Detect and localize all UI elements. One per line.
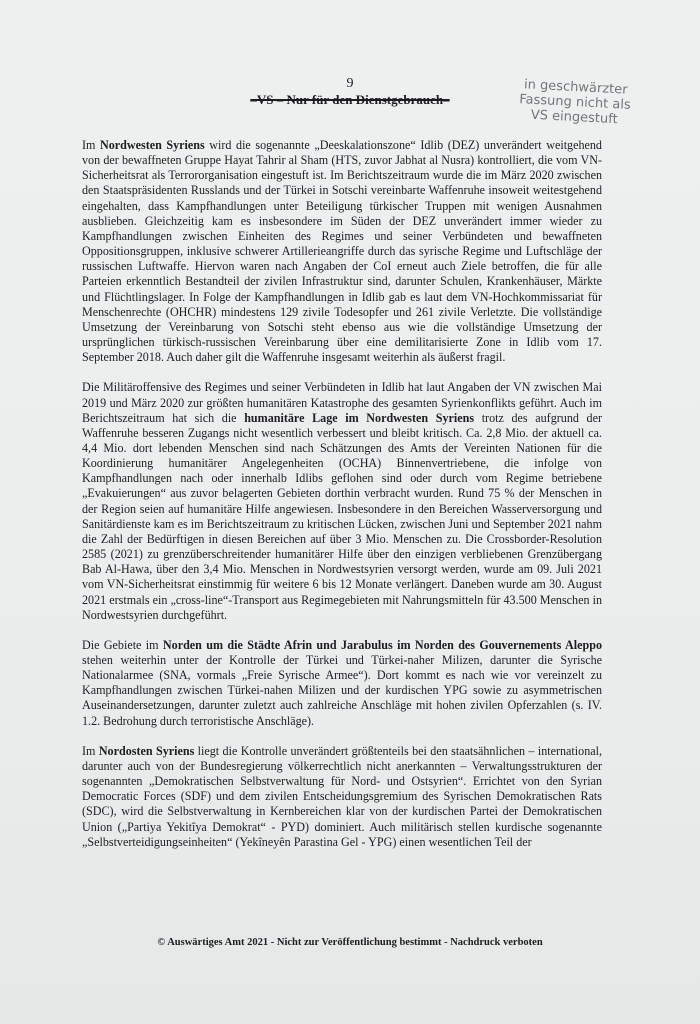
- text-run: Im: [82, 138, 101, 152]
- paragraph-north-aleppo: [82, 638, 602, 729]
- declassification-stamp: [499, 76, 651, 129]
- text-run: wird die sogenannte „Deeskalationszone“ Idlib (DEZ) unverändert weitgehend von der bewaffneten Gruppe Hayat Tahrir al Sham (HTS, zuvor Jabhat al Nusra) kontrolliert, die vom VN-Sicherheitsrat als Terrororganisation eingestuft ist. Im Berichtszeitraum wurde die im März 2020 zwischen den Staatspräsidenten Russlands und der Türkei in Sotschi vereinbarte Waffenruhe insoweit weitestgehend eingehalten, dass Kampfhandlungen unter Beteiligung türkischer Truppen mit wenigen Ausnahmen ausblieben. Gleichzeitig kam es insbesondere im Süden der DEZ unverändert immer wieder zu Kampfhandlungen zwischen Einheiten des Regimes und seiner Verbündeten und bewaffneten Oppositionsgruppen, inklusive schwerer Artillerieangriffe durch das syrische Regime und Luftschläge der russischen Luftwaffe. Hiervon waren nach Angaben der CoI erneut auch Ziele betroffen, die für alle Parteien erkenntlich Bestandteil der zivilen Infrastruktur sind, darunter Schulen, Krankenhäuser, Märkte und Flüchtlingslager. In Folge der Kampfhandlungen in Idlib gab es laut dem VN-Hochkommissariat für Menschenrechte (OHCHR) mindestens 129 zivile Todesopfer und 261 zivile Verletzte. Die vollständige Umsetzung der Vereinbarung von Sotschi steht ebenso aus wie die vollständige Umsetzung der ursprünglichen türkisch-russischen Vereinbarung über eine demilitarisierte Zone in Idlib vom 17. September 2018. Auch daher gilt die Waffenruhe insgesamt weiterhin als äußerst fragil.: [82, 138, 602, 365]
- bold-phrase: Norden um die Städte Afrin und Jarabulus im Norden des Gouvernements Aleppo: [162, 637, 602, 652]
- bold-phrase: Nordwesten Syriens: [100, 138, 205, 152]
- page-number: 9: [346, 76, 354, 91]
- text-run: liegt die Kontrolle unverändert größtenteils bei den staatsähnlichen – international, darunter auch von der Bundesregierung völkerrechtlich nicht anerkannten – Verwaltungsstrukturen der sogenannten „Demokratischen Selbstverwaltung für Nord- und Ostsyrien“. Errichtet von den Syrian Democratic Forces (SDF) und dem zivilen Entscheidungsgremium des Syrischen Demokratischen Rats (SDC), wird die Selbstverwaltung in Kernbereichen klar von der kurdischen Partei der Demokratischen Union („Partiya Yekitîya Demokrat“ - PYD) dominiert. Auch militärisch stellen kurdische sogenannte „Selbstverteidigungseinheiten“ (Yekîneyên Parastina Gel - YPG) einen wesentlichen Teil der: [82, 743, 602, 849]
- text-run: trotz des aufgrund der Waffenruhe besseren Zugangs nicht wesentlich verbessert und bleibt kritisch. Ca. 2,8 Mio. der aktuell ca. 4,4 Mio. dort lebenden Menschen sind nach Schätzungen des Amts der Vereinten Nationen für die Koordinierung humanitärer Angelegenheiten (OCHA) Binnenvertriebene, die infolge von Kampfhandlungen nach oder innerhalb Idlibs geflohen sind oder durch vom Regime betriebene „Evakuierungen“ aus zuvor belagerten Gebieten dorthin verbracht wurden. Rund 75 % der Menschen in der Region seien auf humanitäre Hilfe angewiesen. Insbesondere in den Bereichen Wasserversorgung und Sanitärdienste kam es im Berichtszeitraum zu kritischen Lücken, zwischen Juni und September 2021 nahm die Zahl der Bedürftigen in diesen Bereichen auf über 3 Mio. Menschen zu. Die Crossborder-Resolution 2585 (2021) zu grenzüberschreitender humanitärer Hilfe über den einzigen verbliebenen Grenzübergang Bab Al-Hawa, über den 3,4 Mio. Menschen in Nordwestsyrien versorgt werden, wurde am 09. Juli 2021 vom VN-Sicherheitsrat einstimmig für weitere 6 bis 12 Monate verlängert. Daneben wurde am 30. August 2021 erstmals ein „cross-line“-Transport aus Regimegebieten mit Nahrungsmitteln für 43.500 Menschen in Nordwestsyrien durchgeführt.: [82, 410, 602, 622]
- stamp-line: VS eingestuft: [530, 107, 619, 128]
- text-run: stehen weiterhin unter der Kontrolle der Türkei und Türkei-naher Milizen, darunter die Syrische Nationalarmee (SNA, vormals „Freie Syrische Armee“). Dort kommt es nach wie vor vereinzelt zu Kampfhandlungen zwischen Türkei-nahen Milizen und der kurdischen YPG sowie zu asymmetrischen Auseinandersetzungen, darunter zuletzt auch zahlreiche Anschläge mit hohen zivilen Opferzahlen (s. IV. 1.2. Bedrohung durch terroristische Anschläge).: [82, 653, 602, 728]
- text-run: Im: [82, 743, 99, 758]
- stamp-line: Fassung nicht als: [518, 92, 632, 113]
- copyright-footer: © Auswärtiges Amt 2021 - Nicht zur Veröffentlichung bestimmt - Nachdruck verboten: [157, 937, 543, 948]
- text-run: Die Militäroffensive des Regimes und seiner Verbündeten in Idlib hat laut Angaben der VN zwischen Mai 2019 und März 2020 zur größten humanitären Katastrophe des gesamten Syrienkonflikts geführt. Auch im Berichtszeitraum hat sich die: [82, 380, 602, 425]
- classification-marking: –VS – Nur für den Dienstgebrauch–: [250, 92, 450, 107]
- bold-phrase: humanitäre Lage im Nordwesten Syriens: [244, 410, 475, 425]
- paragraph-northwest-syria: [82, 138, 602, 365]
- stamp-line: in geschwärzter: [523, 77, 628, 98]
- body-text: [82, 138, 602, 865]
- bold-phrase: Nordosten Syriens: [98, 743, 195, 758]
- paragraph-northeast-syria: [82, 744, 602, 850]
- text-run: Die Gebiete im: [82, 637, 163, 652]
- paragraph-humanitarian-situation: [82, 380, 602, 623]
